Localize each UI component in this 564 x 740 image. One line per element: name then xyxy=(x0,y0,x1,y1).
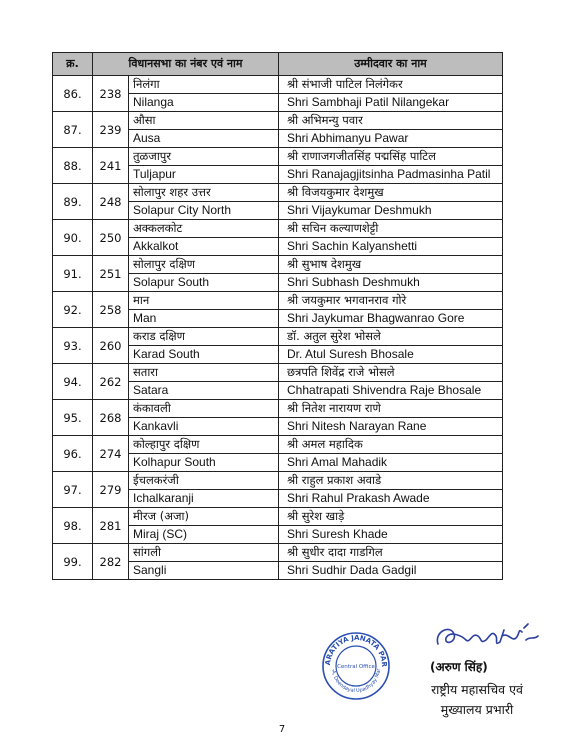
constituency-name-english: Solapur City North xyxy=(133,203,232,217)
candidate-name-hindi: श्री सुधीर दादा गाडगिल xyxy=(279,544,502,562)
constituency-name-hindi: सतारा xyxy=(129,364,278,382)
candidate-name-english: Shri Sachin Kalyanshetti xyxy=(287,239,418,253)
constituency-number: 250 xyxy=(93,220,129,256)
serial-number: 89. xyxy=(53,184,93,220)
candidate-name-hindi: श्री अमल महादिक xyxy=(279,436,502,454)
serial-number: 86. xyxy=(53,76,93,112)
serial-number: 98. xyxy=(53,508,93,544)
serial-number: 96. xyxy=(53,436,93,472)
candidate-name xyxy=(279,112,503,148)
constituency-number: 248 xyxy=(93,184,129,220)
table-row xyxy=(53,544,503,580)
table-row xyxy=(53,112,503,148)
candidate-name xyxy=(279,544,503,580)
candidate-name-english: Shri Subhash Deshmukh xyxy=(287,275,420,289)
table-row xyxy=(53,508,503,544)
candidate-name-hindi: छत्रपति शिवेंद्र राजे भोसले xyxy=(279,364,502,382)
table-row xyxy=(53,364,503,400)
header-constituency: विधानसभा का नंबर एवं नाम xyxy=(93,53,279,76)
table-row xyxy=(53,220,503,256)
table-row xyxy=(53,292,503,328)
constituency-name-hindi: मान xyxy=(129,292,278,310)
candidate-name-english: Shri Ranajagjitsinha Padmasinha Patil xyxy=(287,167,491,181)
header-candidate: उम्मीदवार का नाम xyxy=(279,53,503,76)
candidate-name-english: Shri Jaykumar Bhagwanrao Gore xyxy=(287,311,465,325)
constituency-number: 238 xyxy=(93,76,129,112)
constituency-name-english: Akkalkot xyxy=(133,239,179,253)
constituency-name-english: Satara xyxy=(133,383,169,397)
candidate-name xyxy=(279,472,503,508)
candidate-name-hindi: श्री संभाजी पाटिल निलंगेकर xyxy=(279,76,502,94)
constituency-name xyxy=(129,472,279,508)
seal-center-text: Central Office xyxy=(337,664,375,670)
candidate-name xyxy=(279,508,503,544)
candidate-name-english: Shri Suresh Khade xyxy=(287,527,388,541)
candidate-name-english: Shri Sudhir Dada Gadgil xyxy=(287,563,417,577)
constituency-name-hindi: अक्कलकोट xyxy=(129,220,278,238)
constituency-name-english: Nilanga xyxy=(133,95,174,109)
candidate-name-hindi: श्री राहुल प्रकाश अवाडे xyxy=(279,472,502,490)
candidates-table xyxy=(52,52,503,580)
constituency-name-english: Miraj (SC) xyxy=(133,527,187,541)
constituency-name xyxy=(129,544,279,580)
candidate-name-hindi: श्री अभिमन्यु पवार xyxy=(279,112,502,130)
constituency-name-english: Kolhapur South xyxy=(133,455,216,469)
candidate-name xyxy=(279,400,503,436)
constituency-name xyxy=(129,112,279,148)
constituency-number: 241 xyxy=(93,148,129,184)
constituency-name xyxy=(129,76,279,112)
constituency-name-hindi: ईचलकरंजी xyxy=(129,472,278,490)
page-number: 7 xyxy=(278,724,286,735)
constituency-name xyxy=(129,220,279,256)
constituency-number: 239 xyxy=(93,112,129,148)
constituency-name-english: Karad South xyxy=(133,347,200,361)
serial-number: 90. xyxy=(53,220,93,256)
constituency-number: 258 xyxy=(93,292,129,328)
constituency-name-hindi: सांगली xyxy=(129,544,278,562)
candidate-name xyxy=(279,328,503,364)
serial-number: 99. xyxy=(53,544,93,580)
serial-number: 94. xyxy=(53,364,93,400)
candidate-name-hindi: श्री नितेश नारायण राणे xyxy=(279,400,502,418)
table-header-row xyxy=(53,53,503,76)
candidate-name-english: Chhatrapati Shivendra Raje Bhosale xyxy=(287,383,482,397)
constituency-name xyxy=(129,436,279,472)
candidate-name-english: Shri Vijaykumar Deshmukh xyxy=(287,203,432,217)
candidate-name-english: Shri Rahul Prakash Awade xyxy=(287,491,430,505)
constituency-name-hindi: कराड दक्षिण xyxy=(129,328,278,346)
seal-inner-text: -A, Deendayal Upadhyay Mar xyxy=(330,668,382,695)
candidate-name-english: Shri Nitesh Narayan Rane xyxy=(287,419,427,433)
signatory-designation xyxy=(392,680,562,720)
candidate-name-english: Shri Sambhaji Patil Nilangekar xyxy=(287,95,450,109)
serial-number: 93. xyxy=(53,328,93,364)
constituency-name-english: Ausa xyxy=(133,131,161,145)
constituency-name-hindi: तुळजापुर xyxy=(129,148,278,166)
table-row xyxy=(53,256,503,292)
candidate-name xyxy=(279,76,503,112)
svg-text:BHARATIYA JANATA PARTY xyxy=(320,630,388,668)
serial-number: 88. xyxy=(53,148,93,184)
candidate-name-english: Shri Amal Mahadik xyxy=(287,455,388,469)
constituency-number: 281 xyxy=(93,508,129,544)
constituency-name-hindi: कंकावली xyxy=(129,400,278,418)
constituency-name-hindi: निलंगा xyxy=(129,76,278,94)
candidate-name xyxy=(279,184,503,220)
seal-outer-text: ARATIYA JANATA PAR xyxy=(323,633,389,667)
constituency-number: 282 xyxy=(93,544,129,580)
designation-line-2: मुख्यालय प्रभारी xyxy=(440,702,514,717)
candidate-name-english: Shri Abhimanyu Pawar xyxy=(287,131,409,145)
candidate-name xyxy=(279,256,503,292)
constituency-name-english: Ichalkaranji xyxy=(133,491,194,505)
candidate-name xyxy=(279,364,503,400)
table-row xyxy=(53,328,503,364)
constituency-number: 274 xyxy=(93,436,129,472)
constituency-name xyxy=(129,328,279,364)
constituency-name-english: Man xyxy=(133,311,157,325)
constituency-number: 251 xyxy=(93,256,129,292)
constituency-number: 260 xyxy=(93,328,129,364)
constituency-name-hindi: मीरज (अजा) xyxy=(129,508,278,526)
table-row xyxy=(53,76,503,112)
handwritten-signature xyxy=(432,618,542,658)
table-row xyxy=(53,184,503,220)
constituency-name xyxy=(129,292,279,328)
constituency-name xyxy=(129,148,279,184)
constituency-number: 262 xyxy=(93,364,129,400)
constituency-name-hindi: कोल्हापुर दक्षिण xyxy=(129,436,278,454)
candidate-name-hindi: श्री विजयकुमार देशमुख xyxy=(279,184,502,202)
constituency-number: 268 xyxy=(93,400,129,436)
constituency-name-hindi: सोलापुर शहर उत्तर xyxy=(129,184,278,202)
candidate-name xyxy=(279,292,503,328)
constituency-name-hindi: औसा xyxy=(129,112,278,130)
constituency-name-english: Tuljapur xyxy=(133,167,176,181)
candidate-name-hindi: श्री राणाजगजीतसिंह पद्मसिंह पाटिल xyxy=(279,148,502,166)
constituency-name xyxy=(129,184,279,220)
constituency-name xyxy=(129,256,279,292)
candidate-name xyxy=(279,220,503,256)
designation-line-1: राष्ट्रीय महासचिव एवं xyxy=(431,682,523,697)
constituency-number: 279 xyxy=(93,472,129,508)
serial-number: 95. xyxy=(53,400,93,436)
party-seal xyxy=(320,630,392,702)
constituency-name xyxy=(129,400,279,436)
candidate-name-hindi: श्री सुभाष देशमुख xyxy=(279,256,502,274)
constituency-name-hindi: सोलापुर दक्षिण xyxy=(129,256,278,274)
candidate-name xyxy=(279,436,503,472)
constituency-name xyxy=(129,364,279,400)
table-row xyxy=(53,148,503,184)
candidate-name xyxy=(279,148,503,184)
serial-number: 87. xyxy=(53,112,93,148)
signatory-name: (अरुण सिंह) xyxy=(430,660,488,674)
candidate-name-hindi: डॉ. अतुल सुरेश भोसले xyxy=(279,328,502,346)
constituency-name-english: Solapur South xyxy=(133,275,210,289)
constituency-name xyxy=(129,508,279,544)
table-row xyxy=(53,436,503,472)
candidate-name-hindi: श्री सचिन कल्याणशेट्टी xyxy=(279,220,502,238)
serial-number: 97. xyxy=(53,472,93,508)
candidate-name-hindi: श्री सुरेश खाड़े xyxy=(279,508,502,526)
candidate-name-english: Dr. Atul Suresh Bhosale xyxy=(287,347,414,361)
table-row xyxy=(53,472,503,508)
candidate-name-hindi: श्री जयकुमार भगवानराव गोरे xyxy=(279,292,502,310)
header-serial: क्र. xyxy=(53,53,93,76)
constituency-name-english: Kankavli xyxy=(133,419,179,433)
constituency-name-english: Sangli xyxy=(133,563,167,577)
serial-number: 92. xyxy=(53,292,93,328)
table-row xyxy=(53,400,503,436)
serial-number: 91. xyxy=(53,256,93,292)
